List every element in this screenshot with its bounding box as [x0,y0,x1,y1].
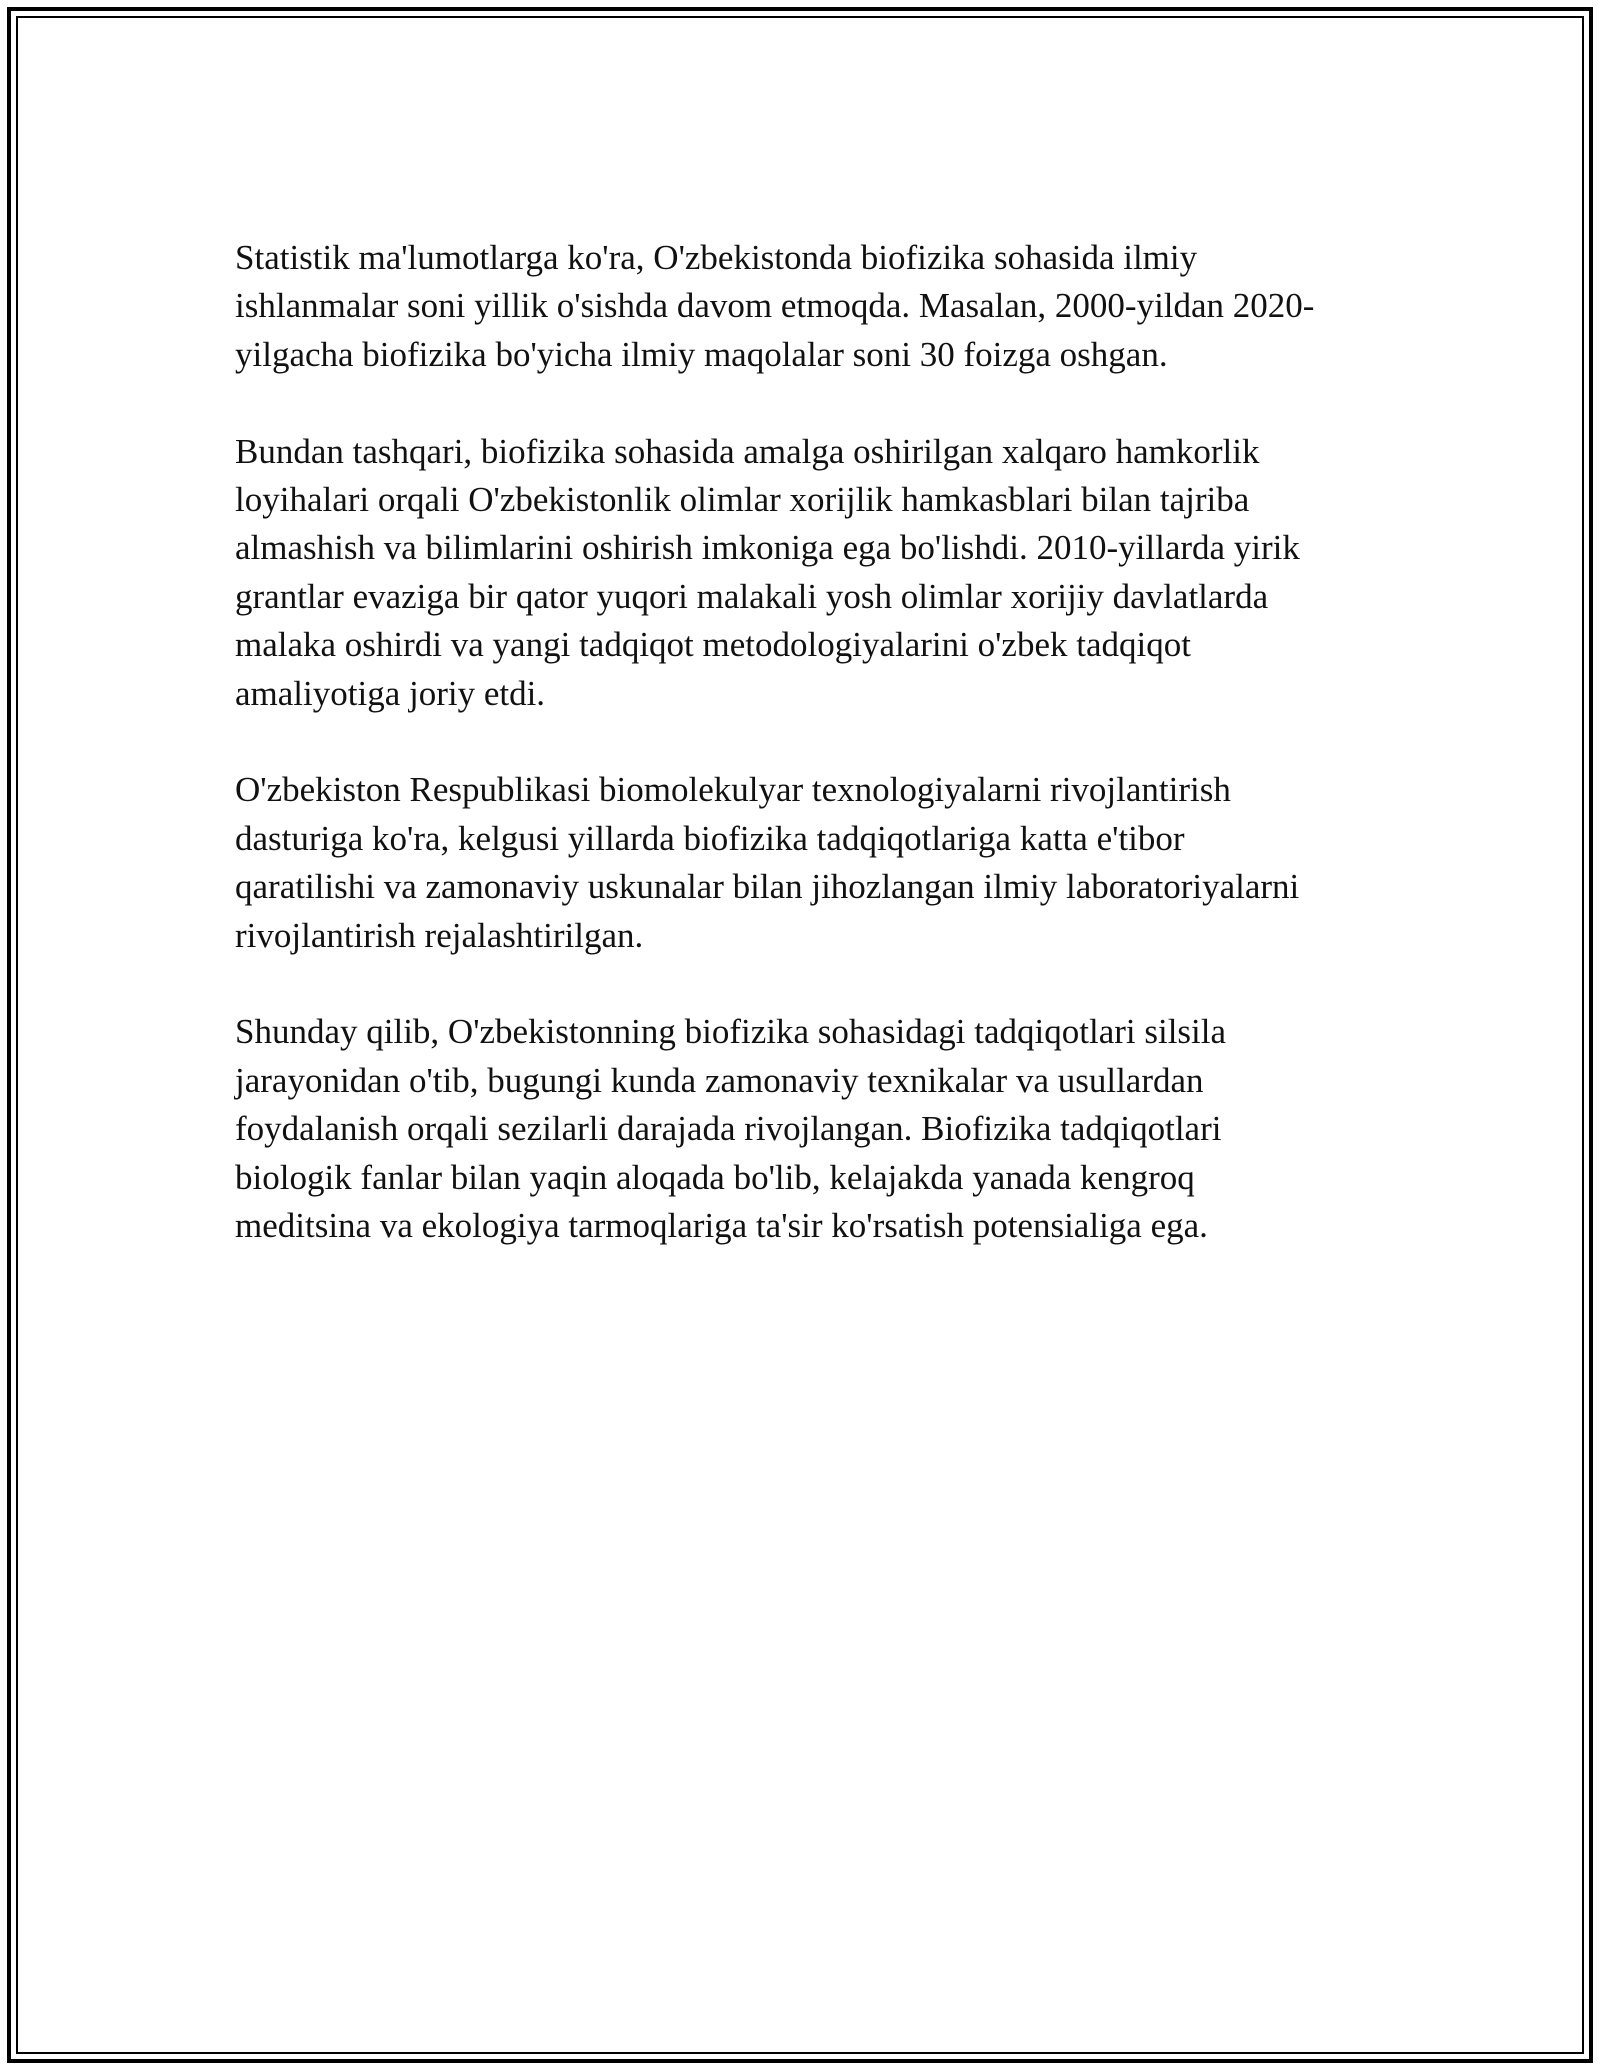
paragraph-development-program: O'zbekiston Respublikasi biomolekulyar texnologiyalarni rivojlantirish dasturiga ko'ra, kelgusi yillarda biofizika tadqiqotlariga katta e'tibor qaratilishi va zamonaviy uskunalar bilan jihozlangan ilmiy laboratoriyalarni rivojlantirish rejalashtirilgan. [235,770,1300,955]
paragraph-statistics: Statistik ma'lumotlarga ko'ra, O'zbekistonda biofizika sohasida ilmiy ishlanmalar soni yillik o'sishda davom etmoqda. Masalan, 2000-yildan 2020- yilgacha biofizika bo'yicha ilmiy maqolalar soni 30 foizga oshgan. [235,238,1315,374]
document-body [235,234,1375,1299]
paragraph-conclusion: Shunday qilib, O'zbekistonning biofizika sohasidagi tadqiqotlari silsila jarayonidan o'tib, bugungi kunda zamonaviy texnikalar va usullardan foydalanish orqali sezilarli darajada rivojlangan. Biofizika tadqiqotlari biologik fanlar bilan yaqin aloqada bo'lib, kelajakda yanada kengroq meditsina va ekologiya tarmoqlariga ta'sir ko'rsatish potensialiga ega. [235,1012,1227,1246]
paragraph-international-cooperation: Bundan tashqari, biofizika sohasida amalga oshirilgan xalqaro hamkorlik loyihalari orqali O'zbekistonlik olimlar xorijlik hamkasblari bilan tajriba almashish va bilimlarini oshirish imkoniga ega bo'lishdi. 2010-yillarda yirik grantlar evaziga bir qator yuqori malakali yosh olimlar xorijiy davlatlarda malaka oshirdi va yangi tadqiqot metodologiyalarini o'zbek tadqiqot amaliyotiga joriy etdi. [235,431,1300,713]
